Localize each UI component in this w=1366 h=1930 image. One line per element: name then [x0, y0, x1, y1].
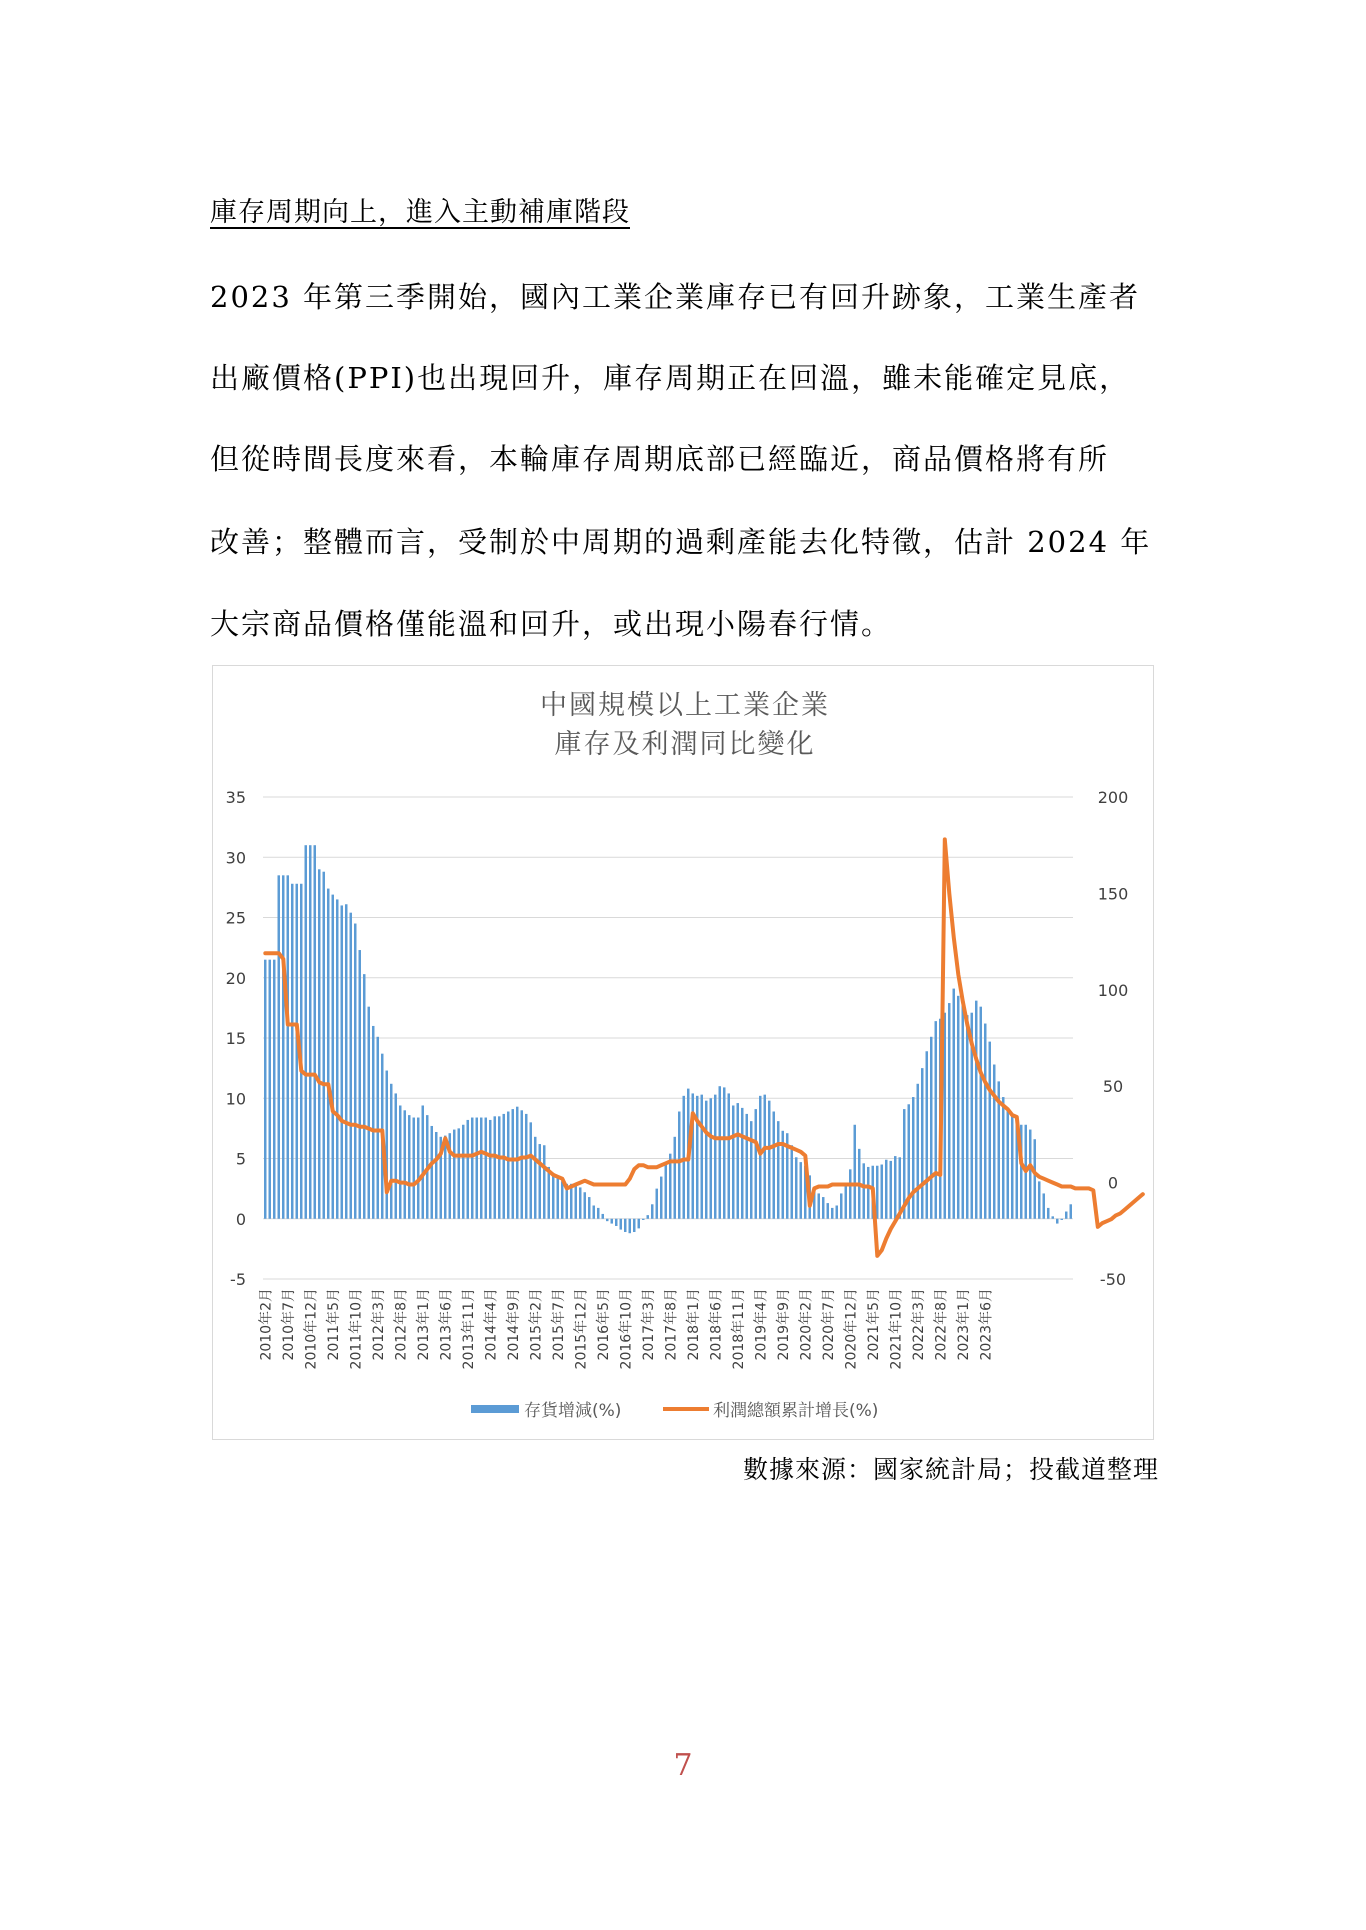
x-tick-label: 2010年12月: [303, 1288, 320, 1370]
inventory-bar: [1029, 1130, 1031, 1219]
inventory-bar: [755, 1109, 757, 1219]
chart-title-line-1: 中國規模以上工業企業: [540, 690, 830, 721]
right-tick-label: -50: [1099, 1270, 1127, 1289]
inventory-bar: [359, 950, 361, 1219]
right-tick-label: 200: [1097, 788, 1129, 807]
inventory-bar: [656, 1189, 658, 1219]
inventory-bar: [287, 875, 289, 1218]
inventory-bar: [732, 1105, 734, 1218]
legend-label-bar: 存貨增減(%): [524, 1401, 622, 1421]
inventory-bar: [863, 1163, 865, 1218]
inventory-bar: [719, 1086, 721, 1219]
inventory-bar: [741, 1108, 743, 1219]
left-tick-label: 30: [225, 848, 246, 868]
source-note: 數據來源：國家統計局；投截道整理: [742, 1455, 1159, 1484]
x-tick-label: 2022年3月: [910, 1288, 927, 1361]
left-tick-label: 5: [235, 1149, 246, 1169]
inventory-bar: [876, 1166, 878, 1219]
inventory-bar: [728, 1093, 730, 1218]
x-tick-label: 2022年8月: [933, 1288, 950, 1361]
inventory-bar: [548, 1167, 550, 1219]
inventory-bar: [831, 1208, 833, 1219]
x-tick-label: 2015年2月: [528, 1288, 545, 1361]
inventory-bar: [273, 960, 275, 1219]
inventory-bar: [746, 1114, 748, 1219]
inventory-bar: [282, 875, 284, 1218]
inventory-bar: [912, 1097, 914, 1219]
inventory-bar: [701, 1095, 703, 1219]
inventory-bar: [980, 1007, 982, 1219]
inventory-bar: [318, 869, 320, 1218]
inventory-bar: [390, 1084, 392, 1219]
inventory-bar: [642, 1219, 644, 1220]
inventory-bar: [827, 1203, 829, 1219]
inventory-bar: [845, 1183, 847, 1219]
inventory-bar: [678, 1112, 680, 1219]
x-tick-label: 2023年6月: [978, 1288, 995, 1361]
inventory-bar: [476, 1118, 478, 1219]
inventory-bar: [602, 1214, 604, 1219]
inventory-bar: [768, 1101, 770, 1219]
left-tick-label: -5: [230, 1270, 246, 1289]
right-tick-label: 50: [1102, 1077, 1124, 1097]
inventory-bar: [503, 1114, 505, 1219]
left-tick-label: 0: [235, 1209, 246, 1229]
inventory-bar: [867, 1167, 869, 1219]
x-tick-label: 2010年2月: [258, 1288, 275, 1361]
inventory-bar: [723, 1087, 725, 1218]
inventory-bar: [1065, 1212, 1067, 1219]
inventory-bar: [674, 1137, 676, 1219]
inventory-bar: [597, 1208, 599, 1219]
inventory-profit-chart: [213, 666, 1153, 1439]
inventory-bar: [683, 1096, 685, 1219]
inventory-bar: [849, 1169, 851, 1218]
inventory-bar: [1011, 1114, 1013, 1219]
inventory-bar: [417, 1118, 419, 1219]
inventory-bar: [327, 889, 329, 1219]
inventory-bar: [1056, 1219, 1058, 1224]
section-heading: 庫存周期向上，進入主動補庫階段: [210, 197, 630, 228]
x-tick-label: 2013年11月: [460, 1288, 477, 1370]
inventory-bar: [458, 1128, 460, 1218]
x-tick-label: 2018年11月: [730, 1288, 747, 1370]
page-number: 7: [673, 1748, 693, 1783]
inventory-bar: [993, 1065, 995, 1219]
inventory-bar: [615, 1219, 617, 1226]
x-tick-label: 2019年4月: [753, 1288, 770, 1361]
inventory-bar: [314, 845, 316, 1219]
inventory-bar: [1047, 1208, 1049, 1219]
inventory-bar: [660, 1177, 662, 1219]
inventory-bar: [1034, 1139, 1036, 1219]
x-tick-label: 2015年12月: [573, 1288, 590, 1370]
inventory-bar: [962, 999, 964, 1218]
inventory-bar: [269, 960, 271, 1219]
inventory-bar: [1052, 1216, 1054, 1218]
inventory-bar: [840, 1193, 842, 1218]
x-tick-label: 2015年7月: [550, 1288, 567, 1361]
left-tick-label: 25: [225, 908, 246, 928]
inventory-bar: [975, 1001, 977, 1219]
inventory-bar: [750, 1121, 752, 1219]
inventory-bar: [539, 1144, 541, 1219]
inventory-bar: [773, 1112, 775, 1219]
right-tick-label: 100: [1097, 980, 1129, 1000]
inventory-bar: [579, 1187, 581, 1218]
inventory-bar: [1002, 1097, 1004, 1219]
x-tick-label: 2018年1月: [685, 1288, 702, 1361]
inventory-bar: [543, 1145, 545, 1219]
inventory-bar: [989, 1042, 991, 1219]
x-tick-label: 2021年10月: [888, 1288, 905, 1370]
inventory-bar: [453, 1130, 455, 1219]
inventory-bar: [485, 1118, 487, 1219]
inventory-bar: [588, 1197, 590, 1219]
inventory-bar: [309, 845, 311, 1219]
inventory-bar: [764, 1095, 766, 1219]
grid-lines: [263, 797, 1073, 1279]
inventory-bar: [530, 1122, 532, 1218]
x-tick-label: 2012年8月: [393, 1288, 410, 1361]
inventory-bar: [957, 996, 959, 1219]
x-tick-label: 2020年12月: [843, 1288, 860, 1370]
inventory-bar: [894, 1156, 896, 1219]
left-tick-label: 35: [225, 788, 246, 807]
inventory-bar: [854, 1125, 856, 1219]
inventory-bar: [278, 875, 280, 1218]
paragraph-line-5: 大宗商品價格僅能溫和回升，或出現小陽春行情。: [210, 607, 893, 641]
inventory-bar: [633, 1219, 635, 1232]
x-tick-label: 2023年1月: [955, 1288, 972, 1361]
inventory-bar: [953, 989, 955, 1219]
x-tick-label: 2016年5月: [595, 1288, 612, 1361]
x-tick-label: 2020年2月: [798, 1288, 815, 1361]
legend-label-line: 利潤總額累計增長(%): [713, 1401, 879, 1421]
inventory-bar: [341, 905, 343, 1218]
inventory-bar: [431, 1126, 433, 1219]
inventory-bar: [350, 913, 352, 1219]
inventory-bar: [818, 1193, 820, 1218]
paragraph-line-3: 但從時間長度來看，本輪庫存周期底部已經臨近，商品價格將有所: [210, 442, 1110, 476]
inventory-bar: [557, 1177, 559, 1219]
right-axis-ticks: [1098, 788, 1129, 1289]
inventory-bar: [525, 1114, 527, 1219]
inventory-bar: [795, 1157, 797, 1218]
inventory-bar: [386, 1071, 388, 1219]
inventory-bar: [1070, 1204, 1072, 1218]
inventory-bar: [552, 1173, 554, 1219]
inventory-bar: [714, 1095, 716, 1219]
x-tick-label: 2013年6月: [438, 1288, 455, 1361]
x-tick-label: 2016年10月: [618, 1288, 635, 1370]
inventory-bar: [336, 899, 338, 1218]
inventory-bar: [948, 1003, 950, 1219]
inventory-bar: [305, 845, 307, 1219]
inventory-bar: [710, 1098, 712, 1219]
inventory-bar: [435, 1132, 437, 1219]
inventory-bar: [822, 1197, 824, 1219]
inventory-bar: [890, 1161, 892, 1219]
inventory-bar: [462, 1125, 464, 1219]
x-tick-label: 2013年1月: [415, 1288, 432, 1361]
inventory-bar: [584, 1192, 586, 1219]
inventory-bar: [521, 1110, 523, 1218]
inventory-bar: [611, 1219, 613, 1224]
inventory-bar: [921, 1068, 923, 1219]
inventory-bar: [575, 1185, 577, 1219]
x-tick-label: 2014年9月: [505, 1288, 522, 1361]
inventory-bar: [759, 1096, 761, 1219]
chart-frame: [212, 665, 1154, 1440]
inventory-bar: [800, 1162, 802, 1219]
paragraph-line-4: 改善；整體而言，受制於中周期的過剩產能去化特徵，估計 2024 年: [210, 525, 1152, 559]
paragraph-line-2: 出廠價格(PPI)也出現回升，庫存周期正在回溫，雖未能確定見底，: [210, 361, 1131, 395]
inventory-bar: [345, 904, 347, 1219]
x-tick-label: 2011年10月: [348, 1288, 365, 1370]
inventory-bar: [332, 895, 334, 1219]
inventory-bar: [323, 872, 325, 1219]
inventory-bar: [534, 1137, 536, 1219]
inventory-bar: [399, 1105, 401, 1218]
inventory-bar: [354, 924, 356, 1219]
left-axis-ticks: [226, 788, 246, 1289]
inventory-bar: [372, 1026, 374, 1219]
inventory-bar: [395, 1093, 397, 1218]
x-tick-label: 2014年4月: [483, 1288, 500, 1361]
left-tick-label: 10: [225, 1089, 246, 1109]
inventory-bar: [516, 1107, 518, 1219]
inventory-bar: [791, 1145, 793, 1219]
x-tick-label: 2019年9月: [775, 1288, 792, 1361]
inventory-bar: [885, 1160, 887, 1219]
paragraph-line-1: 2023 年第三季開始，國內工業企業庫存已有回升跡象，工業生產者: [210, 280, 1141, 314]
inventory-bar: [624, 1219, 626, 1232]
inventory-bar: [930, 1037, 932, 1219]
inventory-bar: [935, 1021, 937, 1219]
inventory-bar: [966, 1015, 968, 1219]
inventory-bar: [471, 1118, 473, 1219]
left-tick-label: 20: [225, 968, 246, 988]
left-tick-label: 15: [225, 1029, 246, 1048]
inventory-bar: [836, 1205, 838, 1218]
inventory-bar: [489, 1120, 491, 1219]
inventory-bar: [264, 960, 266, 1219]
inventory-bar: [737, 1103, 739, 1219]
inventory-bar: [363, 974, 365, 1219]
x-axis-labels: [257, 1288, 994, 1369]
chart-title-line-2: 庫存及利潤同比變化: [554, 729, 816, 760]
inventory-bar: [507, 1112, 509, 1219]
legend-swatch-bar: [471, 1405, 519, 1413]
inventory-bar: [593, 1205, 595, 1218]
inventory-bar: [512, 1109, 514, 1219]
inventory-bar: [291, 884, 293, 1219]
inventory-bar: [404, 1110, 406, 1218]
inventory-bar: [1043, 1193, 1045, 1218]
x-tick-label: 2021年5月: [865, 1288, 882, 1361]
inventory-bar: [629, 1219, 631, 1233]
inventory-bar: [480, 1118, 482, 1219]
inventory-bar: [467, 1120, 469, 1219]
x-tick-label: 2018年6月: [708, 1288, 725, 1361]
inventory-bar: [422, 1105, 424, 1218]
inventory-bar: [1007, 1109, 1009, 1219]
inventory-bar: [1038, 1181, 1040, 1218]
inventory-bar: [638, 1219, 640, 1229]
x-tick-label: 2011年5月: [325, 1288, 342, 1361]
inventory-bar: [984, 1024, 986, 1219]
inventory-bar: [665, 1163, 667, 1218]
inventory-bar: [917, 1084, 919, 1219]
inventory-bar: [705, 1101, 707, 1219]
right-tick-label: 0: [1107, 1173, 1119, 1193]
inventory-bar: [494, 1116, 496, 1218]
x-tick-label: 2012年3月: [370, 1288, 387, 1361]
x-tick-label: 2010年7月: [280, 1288, 297, 1361]
inventory-bar: [561, 1181, 563, 1218]
x-tick-label: 2020年7月: [820, 1288, 837, 1361]
inventory-bar: [647, 1215, 649, 1219]
inventory-bar: [413, 1118, 415, 1219]
inventory-bar: [408, 1115, 410, 1219]
x-tick-label: 2017年3月: [640, 1288, 657, 1361]
inventory-bar: [696, 1096, 698, 1219]
inventory-bar: [651, 1204, 653, 1218]
inventory-bar: [777, 1121, 779, 1219]
inventory-bar: [926, 1051, 928, 1218]
inventory-bar: [377, 1037, 379, 1219]
chart-legend: [471, 1401, 878, 1421]
x-tick-label: 2017年8月: [663, 1288, 680, 1361]
right-tick-label: 150: [1097, 884, 1129, 904]
inventory-bar: [881, 1165, 883, 1219]
inventory-bar: [368, 1007, 370, 1219]
inventory-bar: [606, 1219, 608, 1221]
inventory-bar: [620, 1219, 622, 1230]
inventory-bar: [498, 1116, 500, 1218]
inventory-bar: [1061, 1219, 1063, 1220]
